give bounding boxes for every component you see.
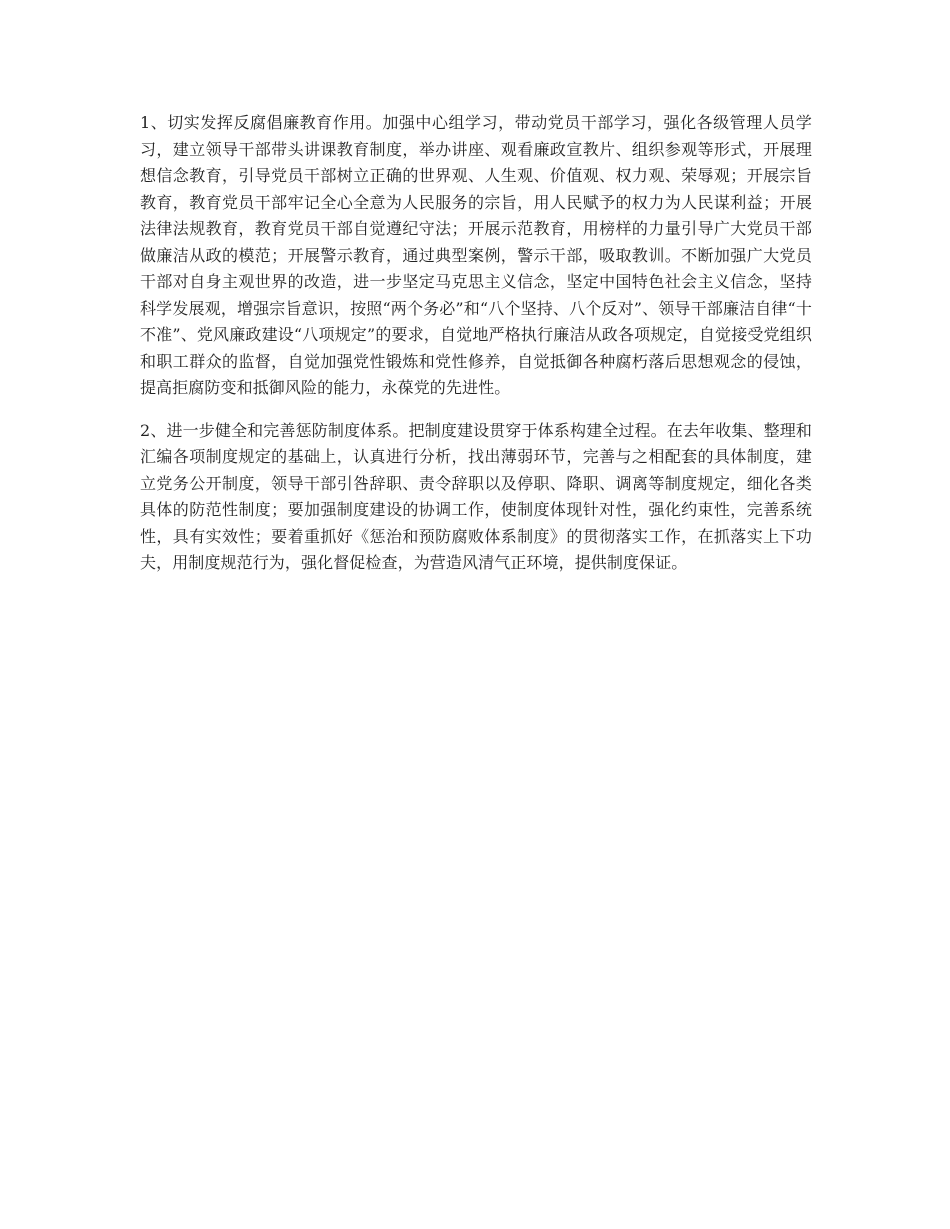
document-body bbox=[140, 110, 812, 593]
paragraph-2: 2、进一步健全和完善惩防制度体系。把制度建设贯穿于体系构建全过程。在去年收集、整理和汇编各项制度规定的基础上，认真进行分析，找出薄弱环节，完善与之相配套的具体制度，建立党务公开制度，领导干部引咎辞职、责令辞职以及停职、降职、调离等制度规定，细化各类具体的防范性制度；要加强制度建设的协调工作，使制度体现针对性，强化约束性，完善系统性，具有实效性；要着重抓好《惩治和预防腐败体系制度》的贯彻落实工作，在抓落实上下功夫，用制度规范行为，强化督促检查，为营造风清气正环境，提供制度保证。 bbox=[140, 420, 812, 572]
paragraph-1: 1、切实发挥反腐倡廉教育作用。加强中心组学习，带动党员干部学习，强化各级管理人员学习，建立领导干部带头讲课教育制度，举办讲座、观看廉政宣教片、组织参观等形式，开展理想信念教育，引导党员干部树立正确的世界观、人生观、价值观、权力观、荣辱观；开展宗旨教育，教育党员干部牢记全心全意为人民服务的宗旨，用人民赋予的权力为人民谋利益；开展法律法规教育，教育党员干部自觉遵纪守法；开展示范教育，用榜样的力量引导广大党员干部做廉洁从政的模范；开展警示教育，通过典型案例，警示干部，吸取教训。不断加强广大党员干部对自身主观世界的改造，进一步坚定马克思主义信念，坚定中国特色社会主义信念，坚持科学发展观，增强宗旨意识，按照“两个务必”和“八个坚持、八个反对”、领导干部廉洁自律“十不准”、党风廉政建设“八项规定”的要求，自觉地严格执行廉洁从政各项规定，自觉接受党组织和职工群众的监督，自觉加强党性锻炼和党性修养，自觉抵御各种腐朽落后思想观念的侵蚀，提高拒腐防变和抵御风险的能力，永葆党的先进性。 bbox=[140, 113, 812, 397]
